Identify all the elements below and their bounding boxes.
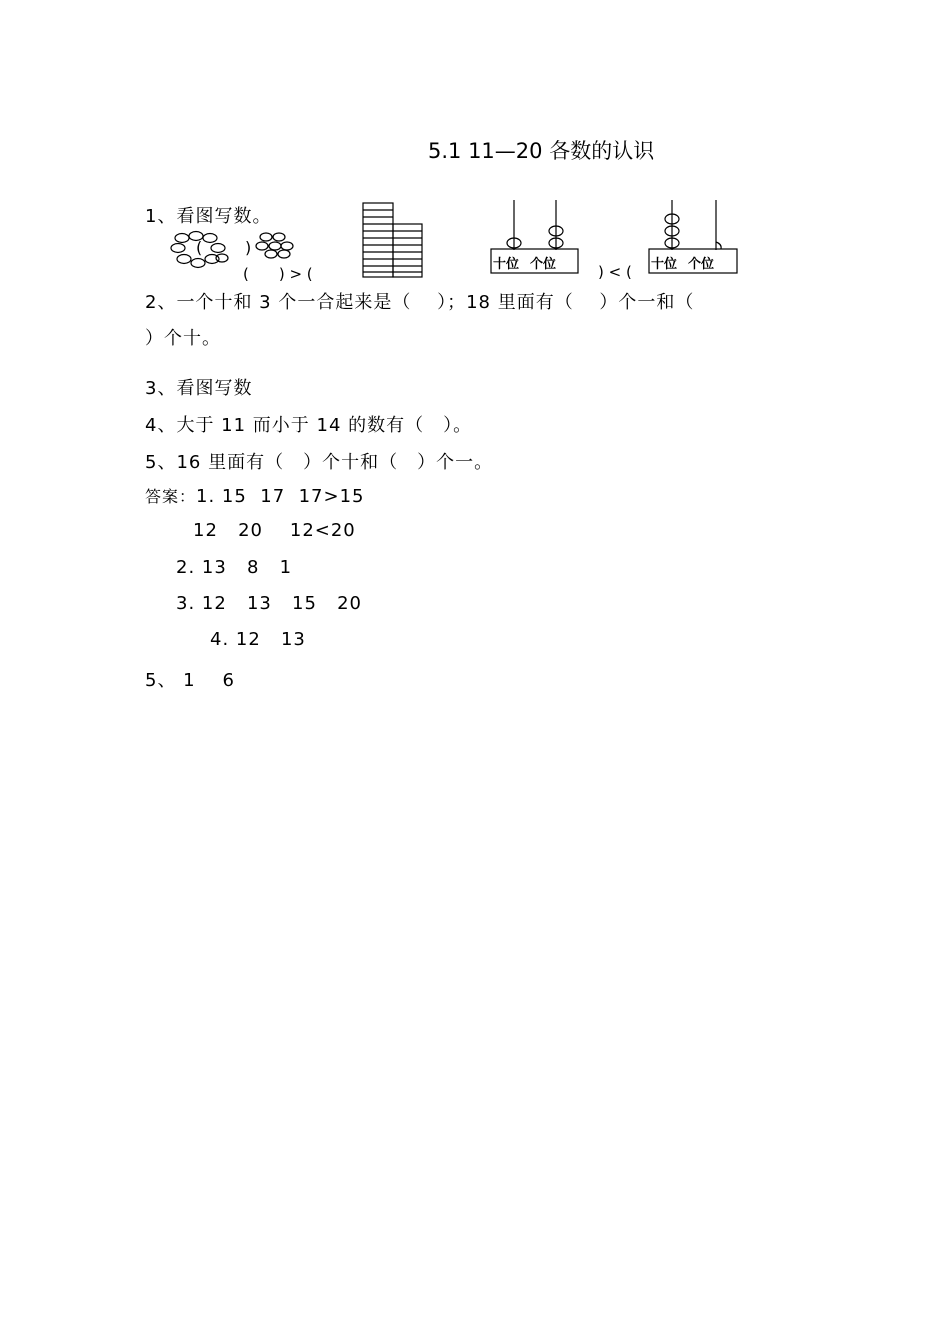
answers-label: 答案： — [145, 487, 197, 506]
q4-text: 4、大于 11 而小于 14 的数有（ ）。 — [145, 415, 473, 436]
answer-2: 2. 13 8 1 — [176, 557, 293, 578]
answer-1-line-2: 12 20 12<20 — [193, 520, 356, 541]
answer-3: 3. 12 13 15 20 — [176, 593, 363, 614]
q2-line-2: ）个十。 — [145, 328, 221, 349]
answers-block — [145, 484, 365, 507]
answer-1-line-1: 1. 15 17 17>15 — [196, 486, 365, 507]
abacus-2-tens-label: 十位 — [651, 257, 678, 272]
q3-text: 3、看图写数 — [145, 378, 253, 399]
abacus-1-ones-label: 个位 — [530, 257, 557, 272]
abacus-1-tens-label: 十位 — [493, 257, 520, 272]
q2-line-1: 2、一个十和 3 个一合起来是（ ）；18 里面有（ ）个一和（ — [145, 292, 695, 313]
page-title: 5.1 11—20 各数的认识 — [428, 139, 655, 163]
q5-text: 5、16 里面有（ ）个十和（ ）个一。 — [145, 452, 494, 473]
stick-bundle-figure — [362, 202, 424, 278]
q1-label: 1、看图写数。 — [145, 206, 272, 227]
abacus-2-ones-label: 个位 — [688, 257, 715, 272]
answer-4: 4. 12 13 — [210, 629, 306, 650]
q1-blank-open: ( — [196, 238, 203, 257]
q1-compare-2: ) < ( — [598, 263, 632, 281]
q1-compare-1: ( ) > ( — [243, 265, 313, 283]
q1-blank-close: ) — [245, 238, 252, 257]
answer-5: 5、 1 6 — [145, 670, 235, 691]
